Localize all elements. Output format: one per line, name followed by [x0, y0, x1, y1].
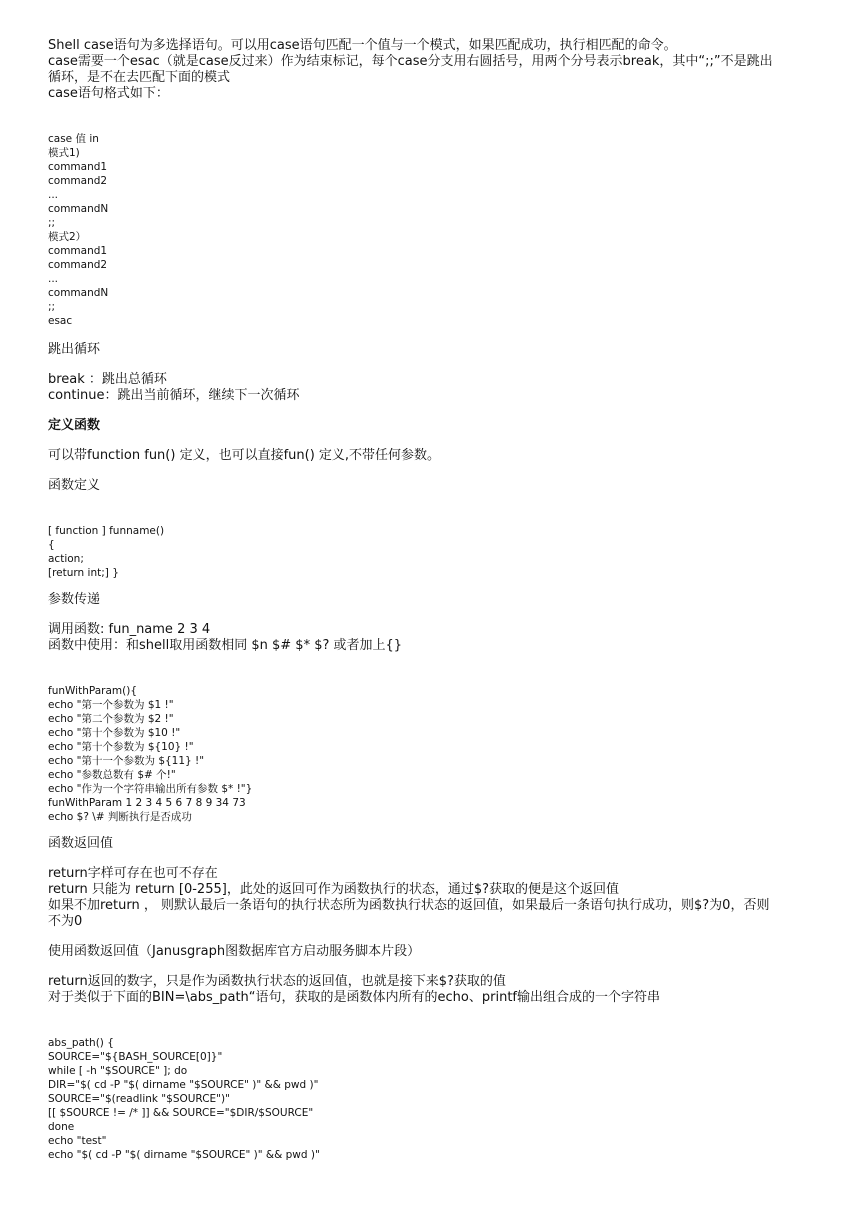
- return-line: 如果不加return ， 则默认最后一条语句的执行状态所为函数执行状态的返回值，如果最后一条语句执行成功，则$?为0，否则: [48, 898, 770, 913]
- func-def-heading: 函数定义: [48, 478, 101, 493]
- param-line: 调用函数: fun_name 2 3 4: [48, 622, 211, 637]
- code-line: echo "第十一个参数为 ${11} !": [48, 755, 205, 767]
- code-line: 模式2）: [48, 231, 87, 243]
- loop-paragraph: [48, 372, 828, 404]
- use-line: 对于类似于下面的BIN=\abs_path“语句，获取的是函数体内所有的echo、printf输出组合成的一个字符串: [48, 990, 660, 1005]
- code-line: [return int;] }: [48, 567, 119, 579]
- abs-path-code-block: [48, 1036, 828, 1162]
- code-line: done: [48, 1121, 75, 1133]
- param-line: 函数中使用：和shell取用函数相同 $n $# $* $? 或者加上{}: [48, 638, 403, 653]
- document-page: [48, 38, 828, 1162]
- return-paragraph: [48, 866, 828, 930]
- code-line: {: [48, 539, 55, 551]
- case-code-block: [48, 132, 828, 328]
- use-line: return返回的数字，只是作为函数执行状态的返回值，也就是接下来$?获取的值: [48, 974, 506, 989]
- use-heading: 使用函数返回值（Janusgraph图数据库官方启动服务脚本片段）: [48, 944, 421, 959]
- code-line: command2: [48, 175, 108, 187]
- code-line: ...: [48, 189, 59, 201]
- return-line: return字样可存在也可不存在: [48, 866, 218, 881]
- return-line: 不为0: [48, 914, 83, 929]
- intro-paragraph: [48, 38, 828, 102]
- code-line: abs_path() {: [48, 1037, 114, 1049]
- code-line: SOURCE="${BASH_SOURCE[0]}": [48, 1051, 223, 1063]
- loop-line: continue：跳出当前循环，继续下一次循环: [48, 388, 300, 403]
- code-line: echo "作为一个字符串输出所有参数 $* !"}: [48, 783, 253, 795]
- code-line: echo "参数总数有 $# 个!": [48, 769, 176, 781]
- intro-line: Shell case语句为多选择语句。可以用case语句匹配一个值与一个模式，如果匹配成功，执行相匹配的命令。: [48, 38, 677, 53]
- intro-line: 循环，是不在去匹配下面的模式: [48, 70, 231, 85]
- code-line: echo "$( cd -P "$( dirname "$SOURCE" )" && pwd )": [48, 1149, 320, 1161]
- code-line: ...: [48, 273, 59, 285]
- return-line: return 只能为 return [0-255]，此处的返回可作为函数执行的状态，通过$?获取的便是这个返回值: [48, 882, 619, 897]
- use-paragraph: [48, 974, 828, 1006]
- code-line: echo "第一个参数为 $1 !": [48, 699, 174, 711]
- code-line: SOURCE="$(readlink "$SOURCE")": [48, 1093, 230, 1105]
- code-line: echo $? \# 判断执行是否成功: [48, 811, 192, 823]
- code-line: action;: [48, 553, 84, 565]
- func-def-code-block: [48, 524, 828, 580]
- loop-line: break ：跳出总循环: [48, 372, 167, 387]
- code-line: ;;: [48, 301, 56, 313]
- code-line: DIR="$( cd -P "$( dirname "$SOURCE" )" && pwd )": [48, 1079, 319, 1091]
- code-line: case 值 in: [48, 133, 99, 145]
- func-heading: 定义函数: [48, 418, 101, 433]
- code-line: command1: [48, 161, 108, 173]
- code-line: [ function ] funname(): [48, 525, 165, 537]
- code-line: commandN: [48, 287, 109, 299]
- code-line: commandN: [48, 203, 109, 215]
- param-heading: 参数传递: [48, 592, 101, 607]
- code-line: echo "第十个参数为 $10 !": [48, 727, 181, 739]
- code-line: command1: [48, 245, 108, 257]
- loop-heading: 跳出循环: [48, 342, 101, 357]
- intro-line: case语句格式如下：: [48, 86, 169, 101]
- code-line: echo "第二个参数为 $2 !": [48, 713, 174, 725]
- code-line: funWithParam(){: [48, 685, 137, 697]
- code-line: funWithParam 1 2 3 4 5 6 7 8 9 34 73: [48, 797, 246, 809]
- code-line: echo "test": [48, 1135, 107, 1147]
- param-code-block: [48, 684, 828, 824]
- func-intro: 可以带function fun() 定义，也可以直接fun() 定义,不带任何参数。: [48, 448, 441, 463]
- code-line: command2: [48, 259, 108, 271]
- return-heading: 函数返回值: [48, 836, 114, 851]
- intro-line: case需要一个esac（就是case反过来）作为结束标记，每个case分支用右圆括号，用两个分号表示break，其中“;;”不是跳出: [48, 54, 773, 69]
- param-paragraph: [48, 622, 828, 654]
- code-line: [[ $SOURCE != /* ]] && SOURCE="$DIR/$SOURCE": [48, 1107, 314, 1119]
- code-line: ;;: [48, 217, 56, 229]
- code-line: 模式1): [48, 147, 80, 159]
- code-line: esac: [48, 315, 73, 327]
- code-line: while [ -h "$SOURCE" ]; do: [48, 1065, 188, 1077]
- code-line: echo "第十个参数为 ${10} !": [48, 741, 194, 753]
